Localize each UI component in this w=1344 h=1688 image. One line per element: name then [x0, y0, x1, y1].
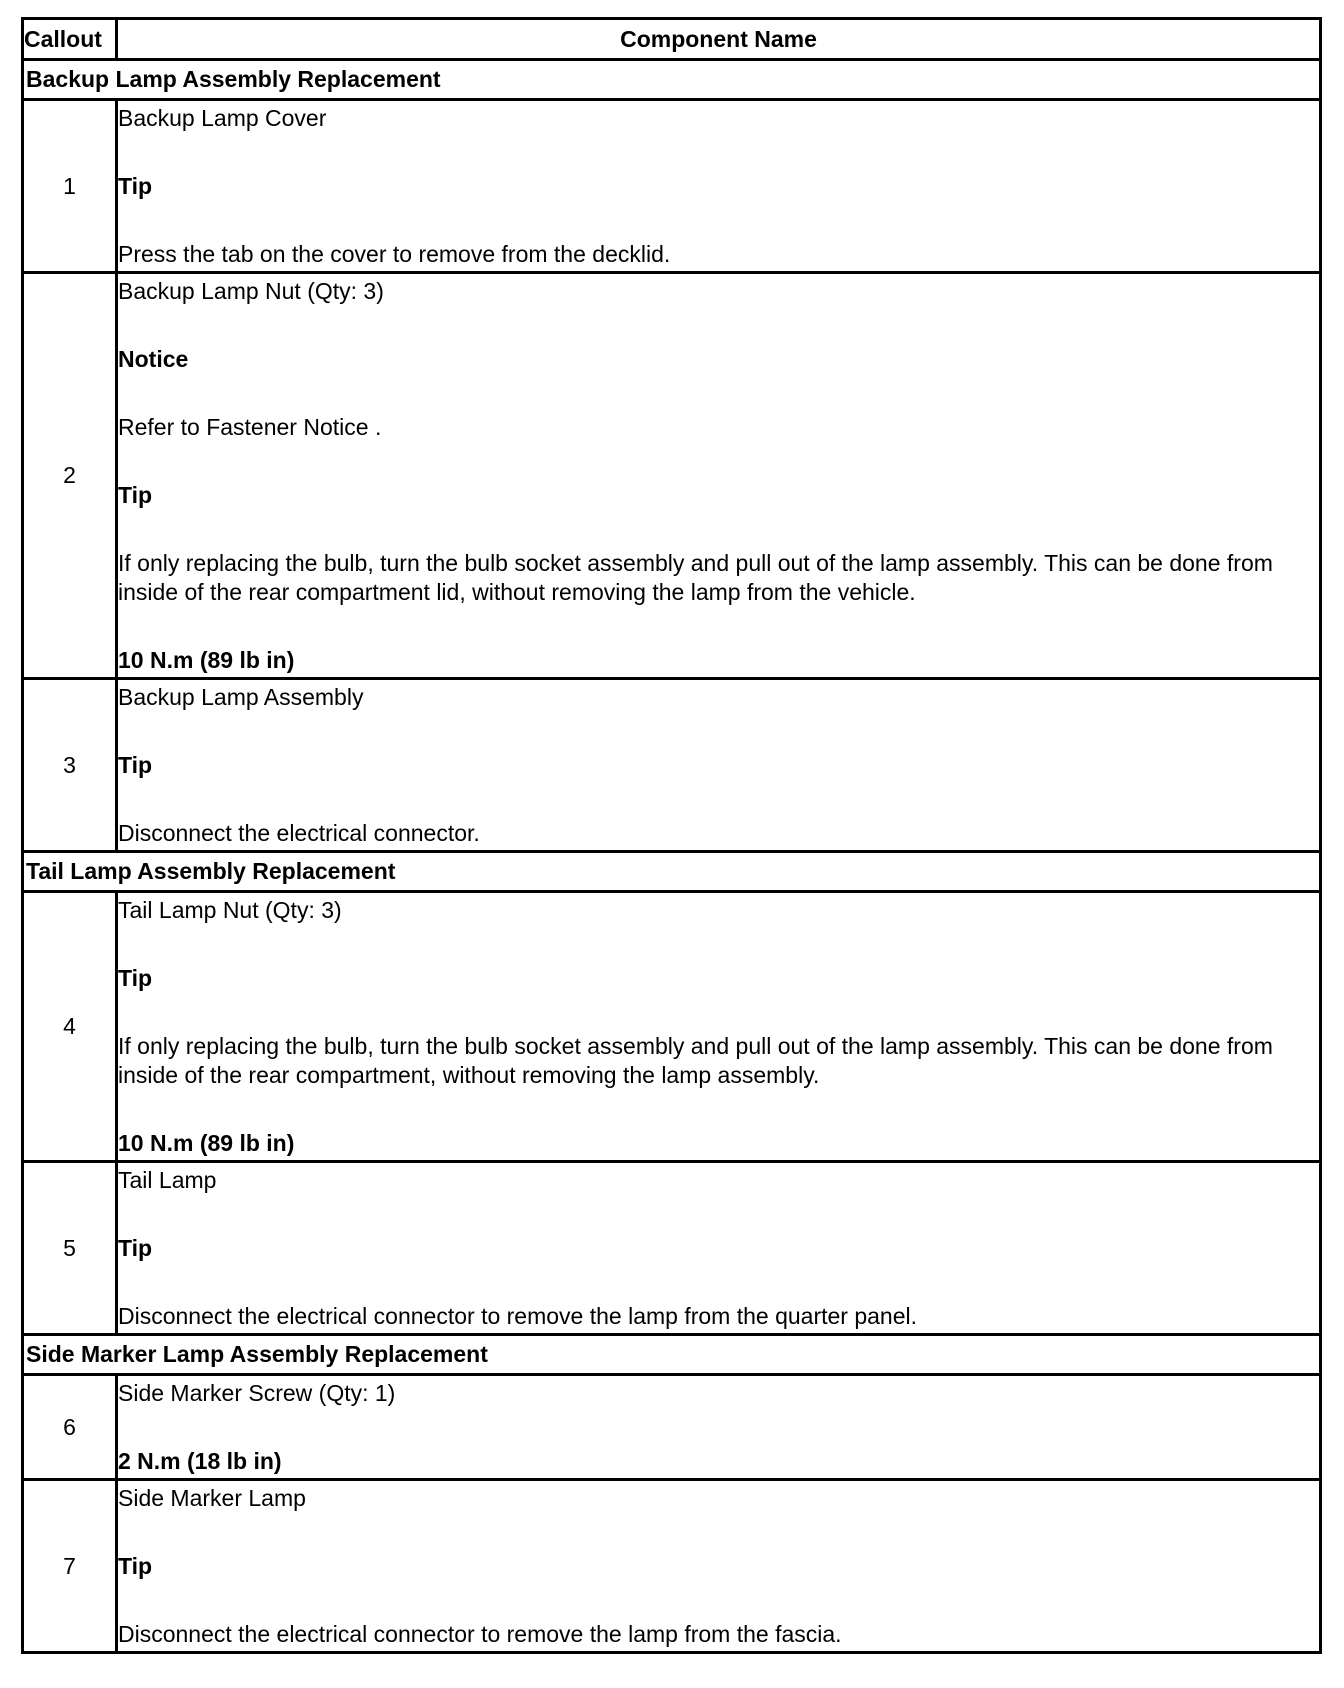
tip-text: Disconnect the electrical connector to remove the lamp from the fascia.	[118, 1621, 842, 1647]
table-row	[23, 679, 1321, 852]
component-cell	[117, 273, 1321, 679]
component-name: Backup Lamp Nut (Qty: 3)	[118, 278, 384, 304]
callout-number: 3	[23, 679, 117, 852]
component-name-header: Component Name	[117, 19, 1321, 60]
tip-label: Tip	[118, 1553, 153, 1579]
callout-number: 1	[23, 100, 117, 273]
component-cell	[117, 100, 1321, 273]
component-cell	[117, 1162, 1321, 1335]
torque-spec: 10 N.m (89 lb in)	[118, 647, 295, 673]
section-row	[23, 60, 1321, 100]
table-row	[23, 100, 1321, 273]
tip-text: Press the tab on the cover to remove from the decklid.	[118, 241, 671, 267]
component-name: Backup Lamp Assembly	[118, 684, 364, 710]
torque-spec: 2 N.m (18 lb in)	[118, 1448, 282, 1474]
tip-label: Tip	[118, 482, 153, 508]
component-name: Side Marker Screw (Qty: 1)	[118, 1380, 396, 1406]
section-title: Tail Lamp Assembly Replacement	[23, 852, 1321, 892]
component-cell	[117, 1375, 1321, 1480]
callout-number: 2	[23, 273, 117, 679]
tip-text: If only replacing the bulb, turn the bulb socket assembly and pull out of the lamp assembly. This can be done from inside of the rear compartment lid, without removing the lamp from the vehicle.	[118, 550, 1273, 605]
tip-label: Tip	[118, 173, 153, 199]
component-table	[21, 17, 1322, 1654]
tip-text: Disconnect the electrical connector.	[118, 820, 480, 846]
table-row	[23, 1375, 1321, 1480]
component-cell	[117, 1480, 1321, 1653]
callout-number: 6	[23, 1375, 117, 1480]
table-row	[23, 892, 1321, 1162]
section-title: Backup Lamp Assembly Replacement	[23, 60, 1321, 100]
component-cell	[117, 892, 1321, 1162]
tip-label: Tip	[118, 1235, 153, 1261]
component-name: Side Marker Lamp	[118, 1485, 306, 1511]
section-row	[23, 1335, 1321, 1375]
tip-text: Disconnect the electrical connector to remove the lamp from the quarter panel.	[118, 1303, 918, 1329]
tip-text: If only replacing the bulb, turn the bulb socket assembly and pull out of the lamp assembly. This can be done from inside of the rear compartment, without removing the lamp assembly.	[118, 1033, 1273, 1088]
notice-label: Notice	[118, 346, 189, 372]
callout-header: Callout	[23, 19, 117, 60]
notice-text: Refer to Fastener Notice .	[118, 414, 382, 440]
tip-label: Tip	[118, 752, 153, 778]
component-name: Tail Lamp Nut (Qty: 3)	[118, 897, 342, 923]
tip-label: Tip	[118, 965, 153, 991]
table-row	[23, 273, 1321, 679]
section-title: Side Marker Lamp Assembly Replacement	[23, 1335, 1321, 1375]
component-name: Backup Lamp Cover	[118, 105, 327, 131]
section-row	[23, 852, 1321, 892]
component-name: Tail Lamp	[118, 1167, 217, 1193]
header-row	[23, 19, 1321, 60]
callout-number: 5	[23, 1162, 117, 1335]
component-cell	[117, 679, 1321, 852]
callout-number: 7	[23, 1480, 117, 1653]
callout-number: 4	[23, 892, 117, 1162]
table-row	[23, 1162, 1321, 1335]
torque-spec: 10 N.m (89 lb in)	[118, 1130, 295, 1156]
table-row	[23, 1480, 1321, 1653]
